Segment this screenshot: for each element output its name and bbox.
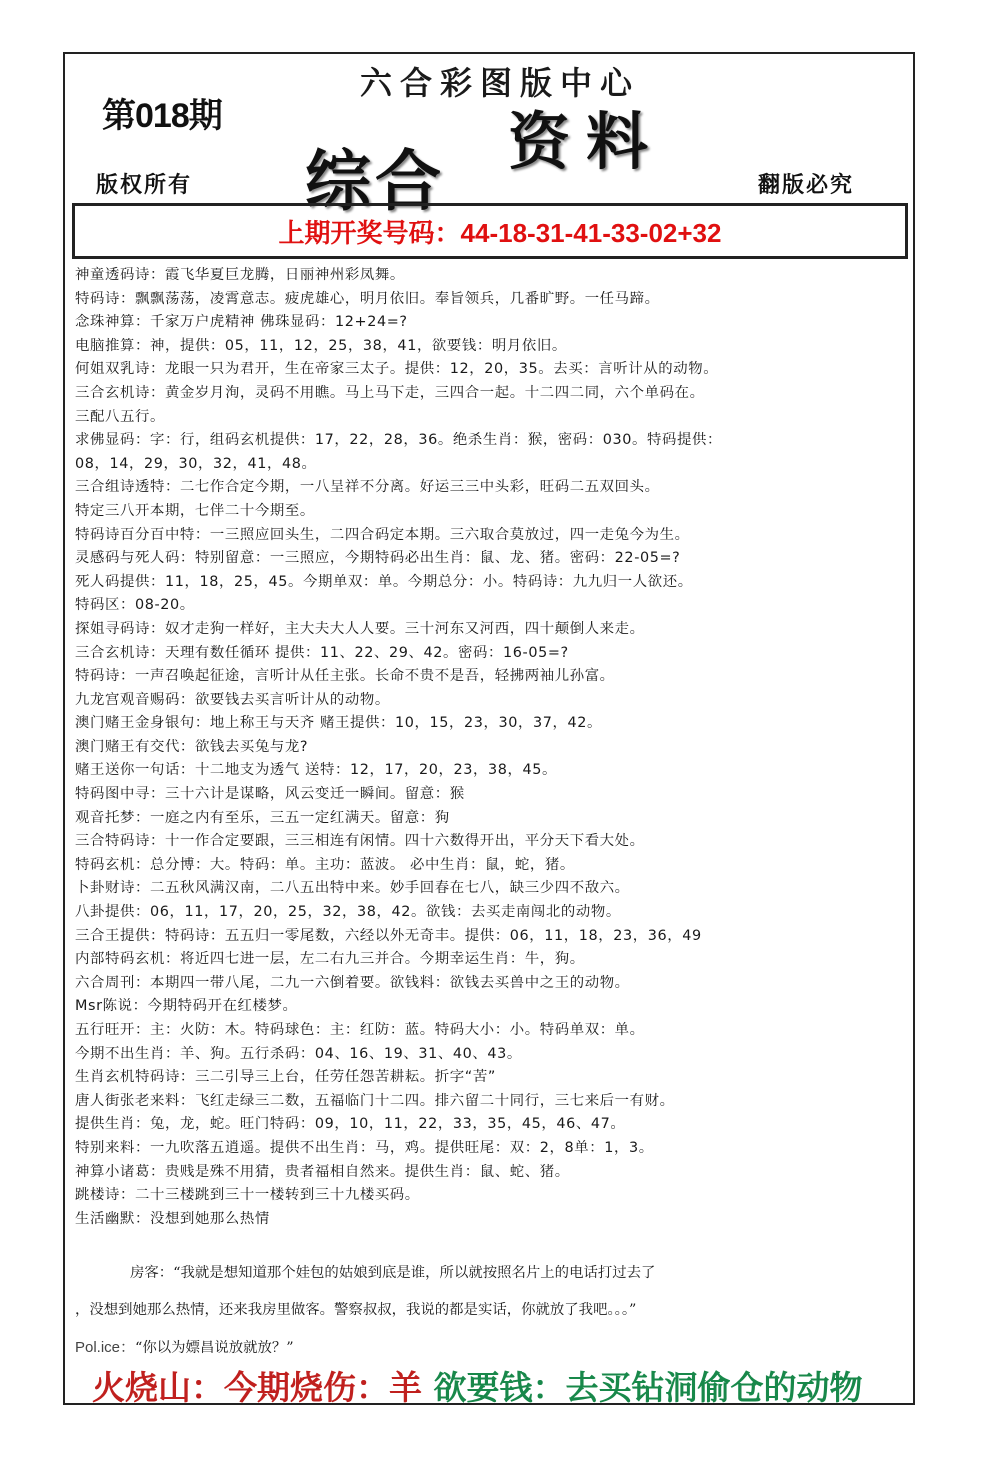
tip-text: 千家万户虎精神 佛珠显码：12+24=?	[149, 314, 408, 331]
tip-text: 06，11，17，20，25，32，38，42。欲钱：去买走南闯北的动物。	[149, 904, 621, 921]
story-line-2: ，没想到她那么热情，还来我房里做客。警察叔叔，我说的都是实话，你就放了我吧。。。”	[75, 1302, 637, 1318]
tip-label: 特码区：	[75, 597, 135, 614]
tip-text: 一九吹落五逍遥。提供不出生肖：马，鸡。提供旺尾：双：2，8单：1，3。	[149, 1139, 654, 1156]
tip-text: 特别留意：一三照应，今期特码必出生肖：鼠、龙、猪。密码：22-05=?	[194, 550, 681, 567]
tip-line	[75, 335, 910, 359]
tip-label: 特码诗：	[75, 668, 135, 685]
tip-label: 生肖玄机特码诗：	[75, 1069, 195, 1086]
tip-text: 欲钱去买兔与龙?	[194, 738, 309, 755]
tip-line	[75, 736, 910, 760]
tip-label: 唐人街张老来料：	[75, 1092, 195, 1109]
tip-text: 三二引导三上台，任劳任怨苦耕耘。折字“苦”	[194, 1069, 496, 1086]
last-draw-numbers: 44-18-31-41-33-02+32	[460, 217, 722, 248]
tip-label: Msr陈说：	[75, 998, 148, 1015]
humor-story	[75, 1255, 910, 1366]
tip-label: 探姐寻码诗：	[75, 620, 165, 637]
tip-text: 特定三八开本期，七伴二十今期至。	[75, 502, 315, 519]
tip-line	[75, 476, 910, 500]
tip-label: 赌王送你一句话：	[75, 762, 195, 779]
tip-line	[75, 783, 910, 807]
tip-text: 一庭之内有至乐，三五一定红满天。留意：狗	[149, 809, 450, 826]
tip-line	[75, 1043, 910, 1067]
police-text: “你以为嫖昌说放就放？”	[135, 1340, 294, 1356]
tip-label: 何姐双乳诗：	[75, 361, 165, 378]
tip-label: 提供生肖：	[75, 1116, 150, 1133]
tip-label: 澳门赌王金身银句：	[75, 715, 210, 732]
tip-line	[75, 925, 910, 949]
tip-line	[75, 382, 910, 406]
tip-label: 求佛显码：	[75, 432, 150, 449]
tip-line	[75, 995, 910, 1019]
tip-text: 二七作合定今期，一八呈祥不分离。好运三三中头彩，旺码二五双回头。	[179, 479, 660, 496]
story-police-line	[75, 1329, 910, 1366]
tip-text: 地上称王与天齐 赌王提供：10，15，23，30，37，42。	[209, 715, 602, 732]
tip-line	[75, 288, 910, 312]
tip-line	[75, 1113, 910, 1137]
tip-text: 特码诗：五五归一零尾数，六经以外无奇丰。提供：06，11，18，23，36，49	[164, 927, 702, 944]
tip-line	[75, 665, 910, 689]
tip-label: 观音托梦：	[75, 809, 150, 826]
tip-text: 一声召唤起征途，言听计从任主张。长命不贵不是吾，轻拂两袖儿孙富。	[134, 668, 615, 685]
tip-label: 澳门赌王有交代：	[75, 738, 195, 755]
footer-green-text: 欲要钱：去买钻洞偷仓的动物	[433, 1368, 863, 1407]
tip-label: 生活幽默：	[75, 1210, 150, 1227]
tip-line	[75, 1161, 910, 1185]
tip-line	[75, 712, 910, 736]
tip-text: 没想到她那么热情	[149, 1210, 270, 1227]
center-title: 六合彩图版中心	[360, 64, 641, 102]
tip-text: 主：火防：木。特码球色：主：红防：蓝。特码大小：小。特码单双：单。	[149, 1022, 645, 1038]
tip-line	[75, 1184, 910, 1208]
tip-text: 一三照应回头生，二四合码定本期。三六取合莫放过，四一走兔今为生。	[209, 526, 690, 543]
tip-text: 飘飘荡荡，凌霄意志。疲虎雄心，明月依旧。奉旨领兵，几番旷野。一任马蹄。	[134, 290, 660, 307]
tip-text: 十一作合定要跟，三三相连有闲情。四十六数得开出，平分天下看大处。	[164, 833, 645, 850]
tip-line	[75, 759, 910, 783]
tip-text: 总分博：大。特码：单。主功：蓝波。 必中生肖：鼠，蛇，猪。	[149, 856, 575, 873]
tip-text: 08，14，29，30，32，41，48。	[75, 455, 317, 472]
tip-line	[75, 547, 910, 571]
tip-label: 五行旺开：	[75, 1022, 150, 1038]
tip-text: 黄金岁月洵，灵码不用瞧。马上马下走，三四合一起。十二四二同，六个单码在。	[164, 384, 705, 401]
tip-label: 死人码提供：	[75, 573, 165, 590]
story-line-1: 房客：“我就是想知道那个娃包的姑娘到底是谁，所以就按照名片上的电话打过去了	[130, 1265, 656, 1281]
tip-text: 二五秋风满汉南，二八五出特中来。妙手回春在七八，缺三少四不敌六。	[149, 880, 630, 897]
tip-label: 特码玄机：	[75, 856, 150, 873]
tip-label: 特码图中寻：	[75, 786, 165, 803]
tip-text: 三配八五行。	[75, 408, 165, 425]
tip-text: 霞飞华夏巨龙腾，日丽神州彩凤舞。	[164, 267, 405, 283]
copyright-right: 翻版必究	[758, 172, 855, 198]
tip-line	[75, 972, 910, 996]
tip-line	[75, 524, 910, 548]
tip-label: 三合王提供：	[75, 927, 165, 944]
tip-line	[75, 830, 910, 854]
tip-line	[75, 807, 910, 831]
tip-text: 天理有数任循环 提供：11、22、29、42。密码：16-05=?	[164, 644, 569, 661]
tip-line	[75, 1090, 910, 1114]
tip-label: 八卦提供：	[75, 904, 150, 921]
tip-text: 奴才走狗一样好，主大夫大人人要。三十河东又河西，四十颠倒人来走。	[164, 620, 645, 637]
tip-line	[75, 877, 910, 901]
tip-line	[75, 571, 910, 595]
tip-line	[75, 1137, 910, 1161]
tip-label: 卜卦财诗：	[75, 880, 150, 897]
tip-text: 十二地支为透气 送特：12，17，20，23，38，45。	[194, 762, 558, 779]
tip-line	[75, 406, 910, 430]
tip-line	[75, 264, 910, 288]
tip-line	[75, 453, 910, 477]
tip-label: 今期不出生肖：	[75, 1045, 180, 1062]
tip-text: 本期四一带八尾，二九一六倒着要。欲钱料：欲钱去买兽中之王的动物。	[149, 974, 630, 991]
police-label: Pol.ice：	[75, 1339, 136, 1356]
tip-line	[75, 642, 910, 666]
tip-text: 飞红走绿三二数，五福临门十二四。排六留二十同行，三七来后一有财。	[194, 1092, 675, 1109]
tip-label: 特码诗百分百中特：	[75, 526, 210, 543]
last-draw-result-box	[72, 203, 908, 259]
footer-banner	[92, 1362, 863, 1409]
tip-text: 今期特码开在红楼梦。	[147, 998, 298, 1015]
tip-line	[75, 1019, 910, 1043]
tip-label: 三合玄机诗：	[75, 644, 165, 661]
tip-label: 电脑推算：	[75, 337, 150, 354]
tip-text: 神，提供：05，11，12，25，38，41，欲要钱：明月依旧。	[149, 337, 567, 354]
copyright-left: 版权所有	[96, 172, 193, 198]
tip-label: 六合周刊：	[75, 974, 150, 991]
issue-number: 第018期	[102, 97, 222, 135]
tip-line	[75, 901, 910, 925]
tip-line	[75, 854, 910, 878]
tip-label: 三合组诗透特：	[75, 479, 180, 496]
tip-line	[75, 689, 910, 713]
tip-label: 神童透码诗：	[75, 267, 165, 283]
tip-text: 08-20。	[134, 597, 195, 614]
tip-label: 念珠神算：	[75, 314, 150, 331]
tip-line	[75, 618, 910, 642]
tip-label: 神算小诸葛：	[75, 1163, 165, 1180]
tips-list	[75, 264, 910, 1231]
tip-label: 内部特码玄机：	[75, 951, 180, 968]
tip-line	[75, 1066, 910, 1090]
tip-text: 兔，龙，蛇。旺门特码：09，10，11，22，33，35，45，46、47。	[149, 1116, 626, 1133]
last-draw-label: 上期开奖号码：	[278, 217, 461, 248]
tip-label: 九龙宫观音赐码：	[75, 691, 195, 708]
tip-label: 灵感码与死人码：	[75, 550, 195, 567]
tip-label: 三合特码诗：	[75, 833, 165, 850]
last-draw-result	[259, 213, 722, 250]
tip-label: 特别来料：	[75, 1139, 150, 1156]
tip-line	[75, 358, 910, 382]
big-title-right: 资料	[508, 105, 665, 178]
tip-text: 11，18，25，45。今期单双：单。今期总分：小。特码诗：九九归一人欲还。	[164, 573, 693, 590]
tip-line	[75, 948, 910, 972]
tip-text: 二十三楼跳到三十一楼转到三十九楼买码。	[134, 1187, 420, 1204]
tip-text: 字：行，组码玄机提供：17，22，28，36。绝杀生肖：猴，密码：030。特码提供：	[149, 432, 722, 449]
tip-line	[75, 500, 910, 524]
tip-text: 欲要钱去买言听计从的动物。	[194, 691, 390, 708]
big-title-left: 综合	[305, 142, 445, 220]
tip-label: 三合玄机诗：	[75, 384, 165, 401]
tip-line	[75, 311, 910, 335]
tip-text: 三十六计是谋略，风云变迁一瞬间。留意：猴	[164, 786, 465, 803]
tip-line	[75, 594, 910, 618]
tip-line	[75, 429, 910, 453]
footer-red-text: 火烧山：今期烧伤：羊	[92, 1368, 422, 1407]
tip-label: 跳楼诗：	[75, 1187, 135, 1204]
tip-text: 羊、狗。五行杀码：04、16、19、31、40、43。	[179, 1045, 522, 1062]
tip-line	[75, 1208, 910, 1232]
tip-text: 将近四七进一层，左二右九三并合。今期幸运生肖：牛，狗。	[179, 951, 585, 968]
tip-label: 特码诗：	[75, 290, 135, 307]
tip-text: 贵贱是殊不用猜，贵者福相自然来。提供生肖：鼠、蛇、猪。	[164, 1163, 570, 1180]
tip-text: 龙眼一只为君开，生在帝家三太子。提供：12，20，35。去买：言听计从的动物。	[164, 361, 719, 378]
